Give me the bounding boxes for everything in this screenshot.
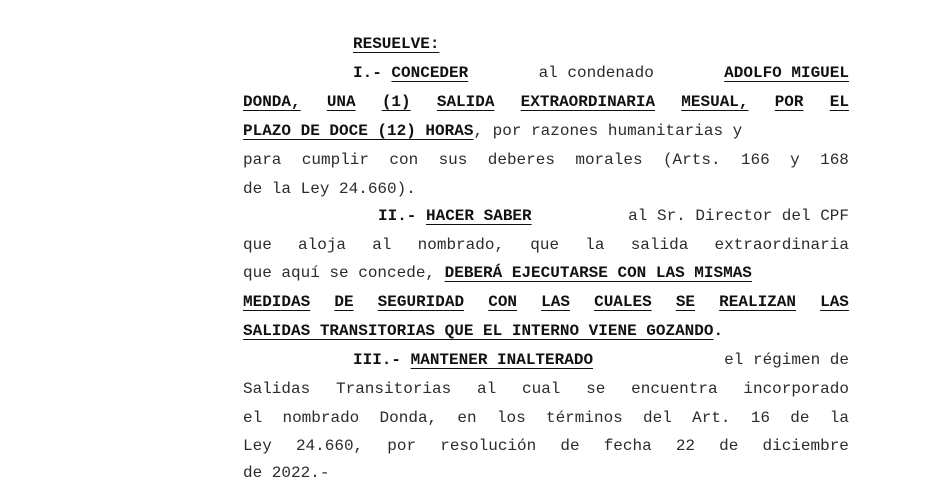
section-2-line-4 bbox=[243, 288, 849, 310]
section-1-number: I.- bbox=[353, 64, 382, 82]
section-1-line-3-bold: PLAZO DE DOCE (12) HORAS bbox=[243, 122, 474, 140]
section-1-line-4 bbox=[243, 146, 849, 168]
resolution-heading bbox=[353, 30, 929, 52]
section-2-verb: HACER SABER bbox=[426, 207, 532, 225]
section-1-line-5-text: de la Ley 24.660). bbox=[243, 180, 416, 198]
section-1-number-verb bbox=[353, 59, 468, 88]
section-2-line-1-rest: al Sr. Director del CPF bbox=[628, 207, 849, 225]
section-1-name: ADOLFO MIGUEL bbox=[724, 64, 849, 82]
section-3-number-verb bbox=[353, 346, 593, 375]
section-2-line-3-bold: DEBERÁ EJECUTARSE CON LAS MISMAS bbox=[444, 264, 752, 282]
section-3-line-3-text: el nombrado Donda, en los términos del Art. 16 de la bbox=[243, 409, 849, 427]
section-2-number: II.- bbox=[378, 207, 417, 225]
section-1-line-4-text: para cumplir con sus deberes morales (Arts. 166 y 168 bbox=[243, 151, 849, 169]
section-3-line-3 bbox=[243, 404, 849, 426]
section-2-line-3-plain: que aquí se concede, bbox=[243, 264, 445, 282]
section-2-line-5-end: . bbox=[713, 322, 724, 340]
heading-text: RESUELVE: bbox=[353, 35, 440, 53]
section-3-line-1 bbox=[353, 346, 849, 368]
section-2-line-2-text: que aloja al nombrado, que la salida extraordinaria bbox=[243, 236, 849, 254]
section-3-line-5-text: de 2022.- bbox=[243, 464, 330, 482]
section-3-line-1-rest: el régimen de bbox=[724, 351, 849, 369]
section-1-text-a: al condenado bbox=[538, 64, 654, 82]
section-3-line-4 bbox=[243, 432, 849, 454]
section-2-line-3 bbox=[243, 259, 849, 281]
section-2-line-5 bbox=[243, 317, 849, 339]
section-1-line-3-rest: , por razones humanitarias y bbox=[473, 122, 743, 140]
section-3-number: III.- bbox=[353, 351, 402, 369]
section-3-line-2 bbox=[243, 375, 849, 397]
section-1-line-2-text: DONDA, UNA (1) SALIDA EXTRAORDINARIA MESUAL, POR EL bbox=[243, 93, 849, 111]
section-2-line-4-text: MEDIDAS DE SEGURIDAD CON LAS CUALES SE REALIZAN LAS bbox=[243, 293, 849, 311]
section-3-verb: MANTENER INALTERADO bbox=[410, 351, 594, 369]
section-1-verb: CONCEDER bbox=[391, 64, 469, 82]
section-1-line-5 bbox=[243, 175, 849, 197]
section-1-line-2 bbox=[243, 88, 849, 110]
section-1-line-1 bbox=[353, 59, 849, 81]
section-2-line-2 bbox=[243, 231, 849, 253]
section-2-number-verb bbox=[378, 202, 532, 231]
section-2-line-5-text: SALIDAS TRANSITORIAS QUE EL INTERNO VIENE GOZANDO bbox=[243, 322, 714, 340]
section-3-line-2-text: Salidas Transitorias al cual se encuentra incorporado bbox=[243, 380, 849, 398]
section-2-line-1 bbox=[378, 202, 849, 224]
section-3-line-4-text: Ley 24.660, por resolución de fecha 22 de diciembre bbox=[243, 437, 849, 455]
section-3-line-5 bbox=[243, 459, 849, 481]
section-1-line-3 bbox=[243, 117, 849, 139]
